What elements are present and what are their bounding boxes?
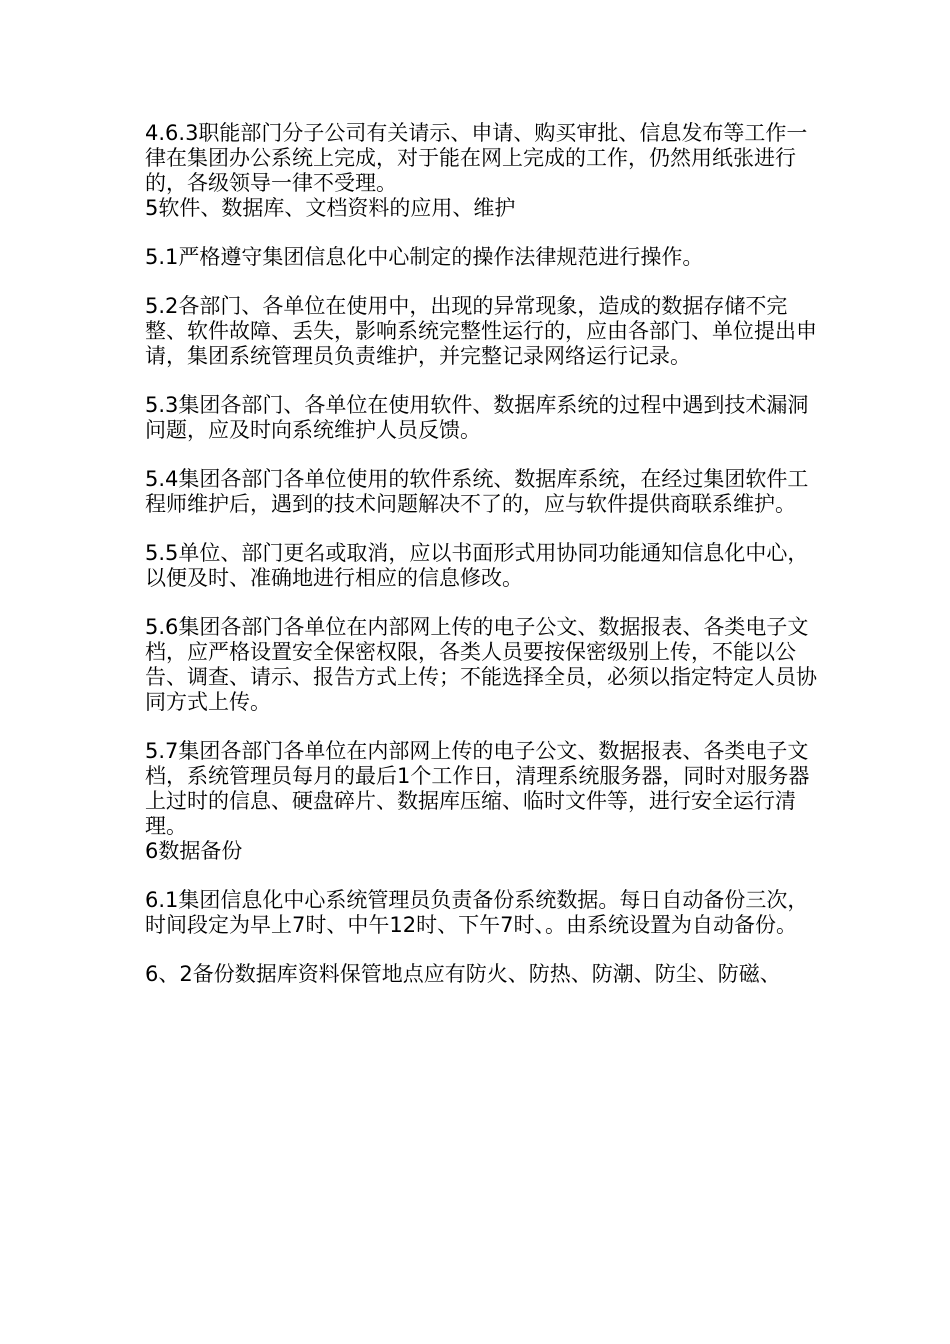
- paragraph-5-2: 5.2各部门、各单位在使用中，出现的异常现象，造成的数据存储不完整、软件故障、丢失，影响系统完整性运行的，应由各部门、单位提出申请，集团系统管理员负责维护，并完整记录网络运行记录。: [145, 294, 817, 368]
- paragraph-6-1: 6.1集团信息化中心系统管理员负责备份系统数据。每日自动备份三次，时间段定为早上7时、中午12时、下午7时、。由系统设置为自动备份。: [145, 888, 809, 937]
- paragraph-5-6: 5.6集团各部门各单位在内部网上传的电子公文、数据报表、各类电子文档，应严格设置安全保密权限，各类人员要按保密级别上传，不能以公告、调查、请示、报告方式上传；不能选择全员，必须以指定特定人员协同方式上传。: [145, 615, 817, 714]
- paragraph-5-3: 5.3集团各部门、各单位在使用软件、数据库系统的过程中遇到技术漏洞问题，应及时向系统维护人员反馈。: [145, 393, 809, 442]
- paragraph-5-7: 5.7集团各部门各单位在内部网上传的电子公文、数据报表、各类电子文档，系统管理员每月的最后1个工作日，清理系统服务器，同时对服务器上过时的信息、硬盘碎片、数据库压缩、临时文件等，进行安全运行清理。: [145, 739, 810, 838]
- paragraph-4-6-3: 4.6.3职能部门分子公司有关请示、申请、购买审批、信息发布等工作一律在集团办公系统上完成，对于能在网上完成的工作，仍然用纸张进行的，各级领导一律不受理。: [145, 121, 808, 195]
- paragraph-5-1: 5.1严格遵守集团信息化中心制定的操作法律规范进行操作。: [145, 245, 704, 269]
- section-heading-5: 5软件、数据库、文档资料的应用、维护: [145, 196, 516, 220]
- paragraph-6-2: 6、2备份数据库资料保管地点应有防火、防热、防潮、防尘、防磁、: [145, 962, 781, 986]
- document-body: [145, 121, 820, 987]
- paragraph-5-5: 5.5单位、部门更名或取消，应以书面形式用协同功能通知信息化中心，以便及时、准确地进行相应的信息修改。: [145, 541, 809, 590]
- paragraph-5-4: 5.4集团各部门各单位使用的软件系统、数据库系统，在经过集团软件工程师维护后，遇到的技术问题解决不了的，应与软件提供商联系维护。: [145, 467, 809, 516]
- section-heading-6: 6数据备份: [145, 839, 243, 863]
